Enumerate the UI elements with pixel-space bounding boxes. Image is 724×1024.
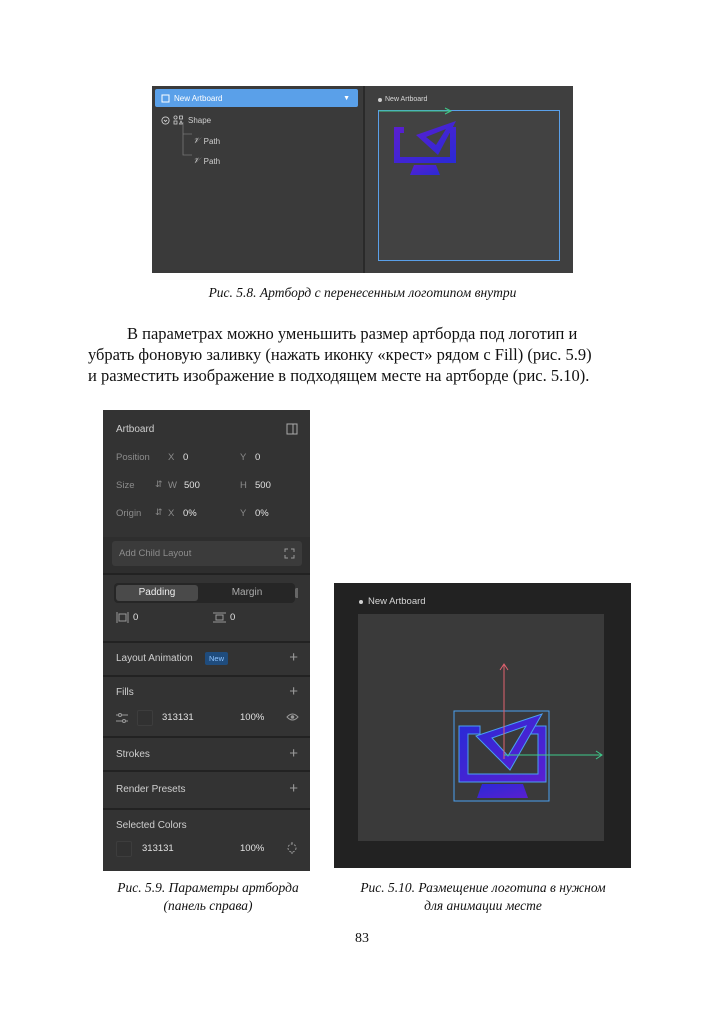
fills-title: Fills	[116, 687, 134, 698]
origin-label: Origin	[116, 508, 142, 519]
fill-color-swatch[interactable]	[137, 710, 153, 726]
fill-color-hex[interactable]: 313131	[162, 712, 194, 723]
figure-5-10-canvas	[334, 583, 631, 868]
padding-vertical-field[interactable]: 0	[230, 612, 236, 623]
origin-y-field[interactable]: 0%	[255, 508, 269, 519]
eye-icon[interactable]	[286, 712, 299, 722]
paragraph-line: В параметрах можно уменьшить размер артборда под логотип и	[127, 324, 578, 343]
figure-5-10-caption-line: для анимации месте	[424, 898, 542, 913]
paragraph-line: убрать фоновую заливку (нажать иконку «крест» рядом с Fill) (рис. 5.9)	[88, 345, 592, 364]
figure-5-8-screenshot	[152, 86, 573, 273]
layer-path-2[interactable]	[193, 152, 220, 170]
selected-color-opacity[interactable]: 100%	[240, 843, 265, 854]
figure-5-8-caption: Рис. 5.8. Артборд с перенесенным логотипом внутри	[208, 285, 517, 300]
layer-artboard[interactable]	[155, 89, 358, 107]
artboard[interactable]	[378, 110, 560, 261]
render-presets-section[interactable]	[103, 772, 310, 808]
paragraph-line: и разместить изображение в подходящем месте на артборде (рис. 5.10).	[88, 366, 590, 385]
layers-panel	[152, 86, 362, 273]
layer-shape-label: Shape	[188, 115, 212, 125]
strokes-section[interactable]	[103, 738, 310, 770]
position-x-field[interactable]: 0	[183, 452, 189, 463]
new-badge: New	[205, 652, 228, 665]
figure-5-9-caption	[86, 879, 330, 915]
size-h-label: H	[240, 480, 247, 491]
padding-v-icon	[213, 612, 226, 623]
artboard-title[interactable]	[359, 596, 426, 607]
chevron-down-icon[interactable]: ▼	[343, 94, 350, 102]
add-child-layout-button[interactable]	[112, 541, 302, 566]
section-title-artboard: Artboard	[116, 424, 155, 435]
lock-ratio-icon[interactable]: ⇵	[155, 479, 163, 489]
size-w-field[interactable]: 500	[184, 480, 200, 491]
x-axis-arrow[interactable]	[379, 107, 459, 115]
origin-stepper-icon[interactable]: ⇵	[155, 507, 163, 517]
figure-5-9-caption-line: Рис. 5.9. Параметры артборда	[117, 880, 299, 895]
plus-icon[interactable]: +	[289, 780, 298, 797]
plus-icon[interactable]: +	[289, 683, 298, 700]
position-y-label: Y	[240, 452, 247, 463]
selected-color-hex[interactable]: 313131	[142, 843, 174, 854]
layout-animation-label: Layout Animation	[116, 653, 193, 664]
position-y-field[interactable]: 0	[255, 452, 261, 463]
dot-icon	[359, 600, 363, 604]
layer-path-2-label: Path	[203, 156, 221, 166]
eyedropper-icon[interactable]	[286, 842, 298, 854]
canvas[interactable]	[365, 86, 573, 273]
figure-5-9-caption-line: (панель справа)	[163, 898, 253, 913]
origin-x-field[interactable]: 0%	[183, 508, 197, 519]
plus-icon[interactable]: +	[289, 649, 298, 666]
artboard-section	[103, 410, 310, 537]
path-icon: 𝒱	[193, 156, 200, 165]
size-label: Size	[116, 480, 135, 491]
selected-colors-section	[103, 810, 310, 871]
figure-5-9-properties-panel	[103, 410, 310, 871]
logo-icon[interactable]	[390, 119, 462, 177]
position-x-label: X	[168, 452, 175, 463]
body-paragraph	[88, 323, 638, 386]
render-presets-title: Render Presets	[116, 784, 186, 795]
tab-margin[interactable]: Margin	[231, 587, 263, 598]
page-number: 83	[355, 931, 369, 946]
artboard-title-text: New Artboard	[385, 96, 428, 103]
artboard-title[interactable]	[378, 96, 427, 103]
figure-5-10-caption	[334, 879, 632, 915]
size-w-label: W	[168, 480, 177, 491]
collapse-icon[interactable]	[161, 116, 170, 125]
layout-icon[interactable]	[286, 423, 298, 435]
layer-artboard-label: New Artboard	[174, 93, 223, 103]
padding-margin-toggle[interactable]	[114, 583, 295, 603]
fill-opacity[interactable]: 100%	[240, 712, 265, 723]
selected-color-swatch[interactable]	[116, 841, 132, 857]
path-icon: 𝒱	[193, 136, 200, 145]
tab-padding[interactable]: Padding	[116, 585, 198, 601]
logo-stand	[477, 784, 528, 798]
sliders-icon[interactable]	[116, 712, 128, 724]
strokes-title: Strokes	[116, 749, 150, 760]
origin-x-label: X	[168, 508, 175, 519]
dot-icon	[378, 98, 382, 102]
artboard-icon	[161, 94, 170, 103]
padding-h-icon	[116, 612, 129, 623]
padding-horizontal-field[interactable]: 0	[133, 612, 139, 623]
origin-y-label: Y	[240, 508, 247, 519]
fills-section	[103, 677, 310, 736]
size-h-field[interactable]: 500	[255, 480, 271, 491]
selected-colors-title: Selected Colors	[116, 820, 187, 831]
position-label: Position	[116, 452, 150, 463]
layer-path-1-label: Path	[203, 136, 221, 146]
artboard-title-text: New Artboard	[368, 596, 426, 607]
figure-5-10-caption-line: Рис. 5.10. Размещение логотипа в нужном	[360, 880, 606, 895]
add-child-layout-label: Add Child Layout	[119, 548, 192, 559]
plus-icon[interactable]: +	[289, 745, 298, 762]
logo-with-transform-gizmo[interactable]	[358, 614, 604, 841]
expand-icon	[284, 548, 295, 559]
artboard[interactable]	[358, 614, 604, 841]
layer-path-1[interactable]	[193, 132, 220, 150]
